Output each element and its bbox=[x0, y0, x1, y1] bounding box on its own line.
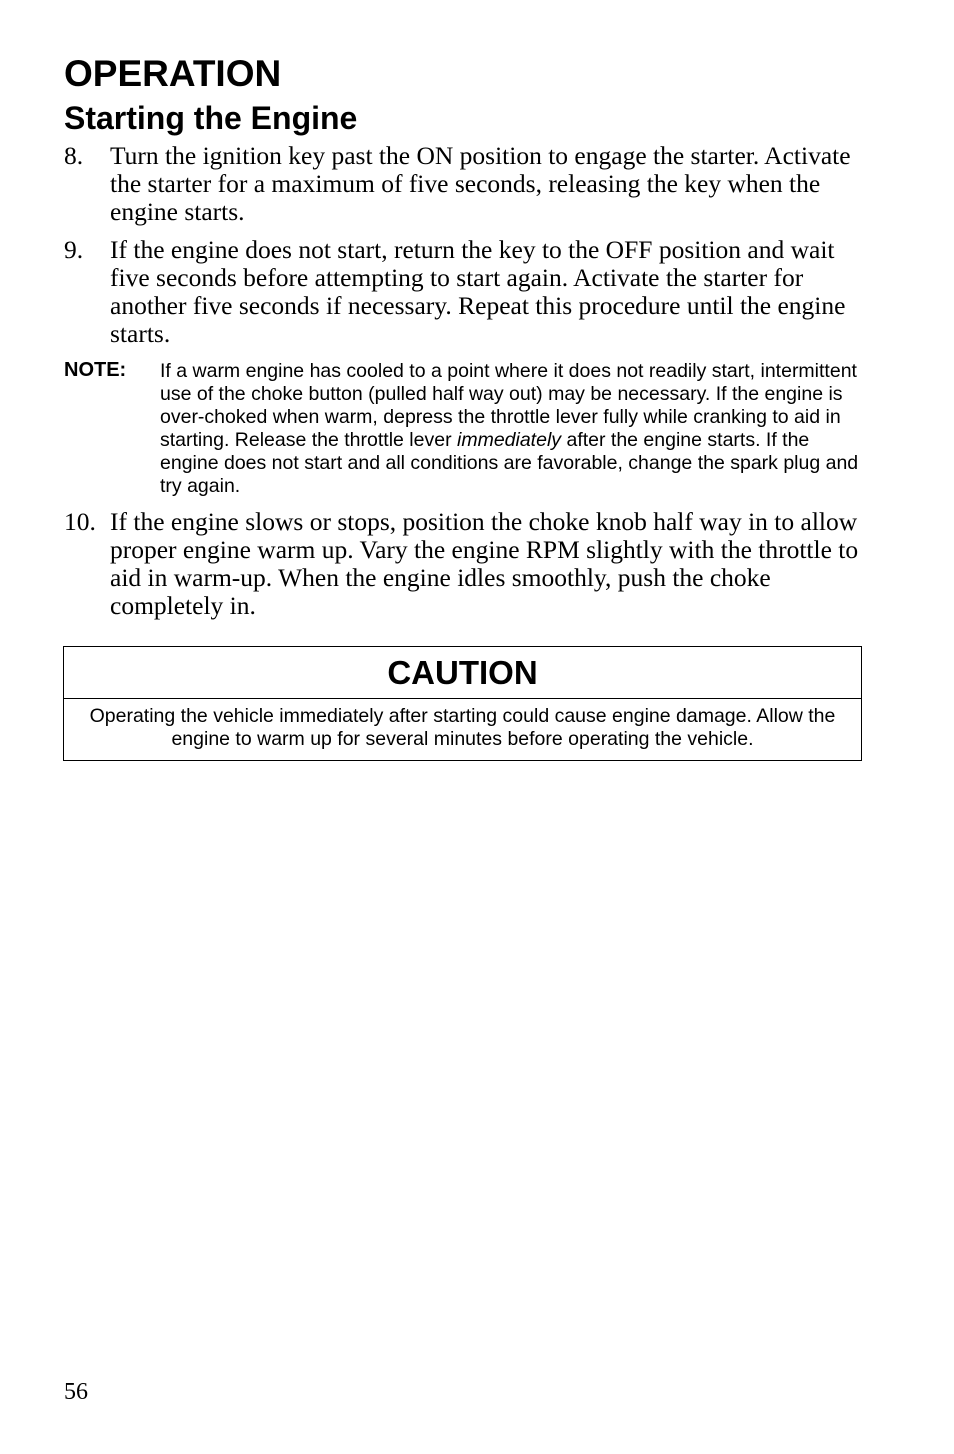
caution-box bbox=[63, 646, 862, 761]
note bbox=[64, 360, 864, 498]
step-8 bbox=[64, 142, 864, 226]
section-title: OPERATION bbox=[64, 53, 282, 94]
note-text-before: If a warm engine has cooled to a point where it does not readily start, intermittent use of the choke button (pulled half way out) may be necessary. If the engine is over-choked when warm, depress the throttle lever fully while cranking to aid in starting. Release the throttle lever bbox=[160, 360, 857, 451]
sub-title: Starting the Engine bbox=[64, 100, 358, 136]
step-text: If the engine slows or stops, position the choke knob half way in to allow proper engine warm up. Vary the engine RPM slightly with the throttle to aid in warm-up. When the engine idles smoothly, push the choke completely in. bbox=[110, 507, 859, 620]
step-number: 10. bbox=[64, 507, 96, 536]
manual-page bbox=[64, 52, 864, 620]
step-9 bbox=[64, 236, 864, 348]
note-emphasis: immediately bbox=[457, 429, 562, 451]
step-text: Turn the ignition key past the ON position to engage the starter. Activate the starter for a maximum of five seconds, releasing the key when the engine starts. bbox=[110, 141, 851, 226]
step-number: 8. bbox=[64, 141, 84, 170]
note-text-after: after the engine starts. If the engine does not start and all conditions are favorable, change the spark plug and try again. bbox=[160, 429, 859, 497]
page-number: 56 bbox=[64, 1379, 88, 1405]
step-text: If the engine does not start, return the key to the OFF position and wait five seconds before attempting to start again. Activate the starter for another five seconds if necessary. Repeat this procedure until the engine starts. bbox=[110, 235, 846, 348]
step-10 bbox=[64, 508, 864, 620]
note-label: NOTE: bbox=[64, 359, 127, 381]
caution-title: CAUTION bbox=[64, 647, 861, 699]
step-number: 9. bbox=[64, 235, 84, 264]
caution-text: Operating the vehicle immediately after starting could cause engine damage. Allow the engine to warm up for several minutes before operating the vehicle. bbox=[89, 705, 836, 750]
